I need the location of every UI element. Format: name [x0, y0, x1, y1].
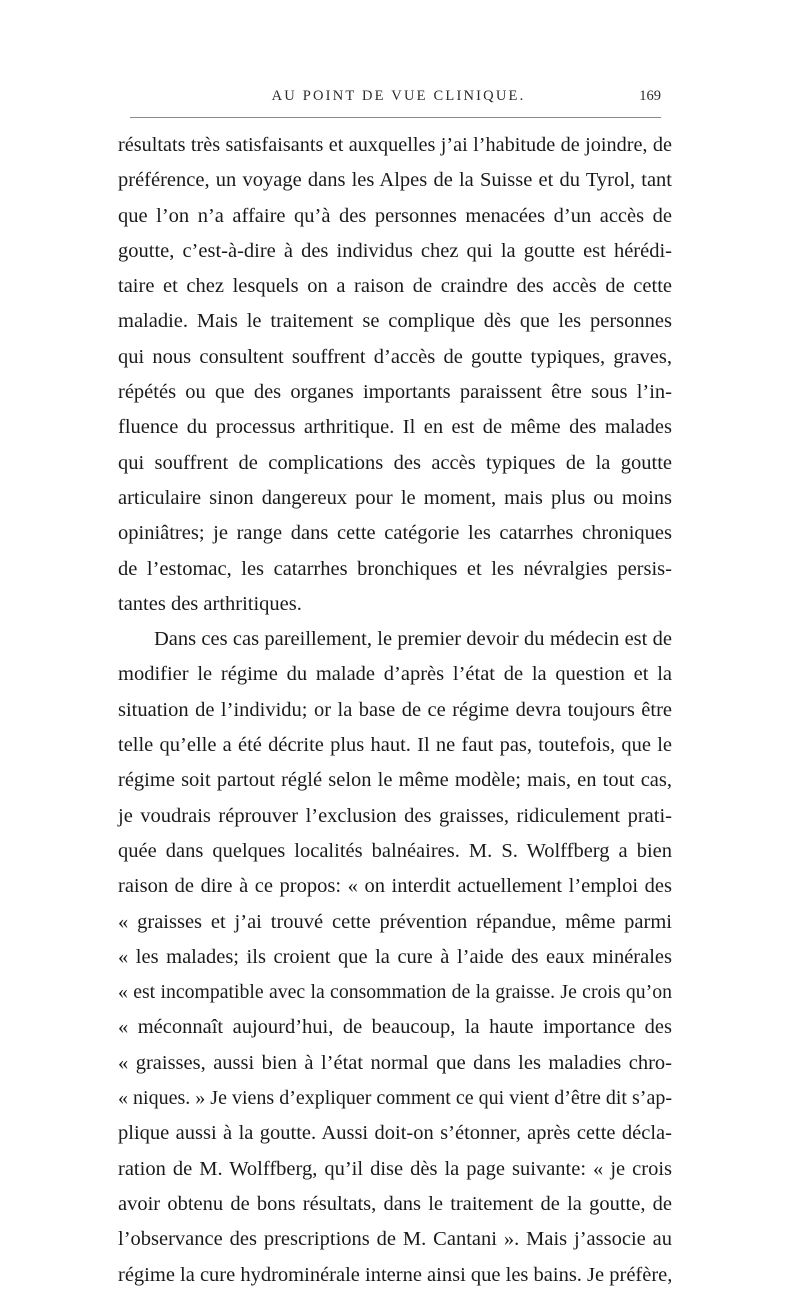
text-line: plique aussi à la goutte. Aussi doit-on s’étonner, après cette décla- — [118, 1122, 672, 1145]
text-line: modifier le régime du malade d’après l’état de la question et la — [118, 663, 672, 686]
text-line: situation de l’individu; or la base de ce régime devra toujours être — [118, 698, 672, 721]
text-line: opiniâtres; je range dans cette catégorie les catarrhes chroniques — [118, 522, 672, 545]
text-line: répétés ou que des organes importants paraissent être sous l’in- — [118, 381, 672, 404]
text-line: tantes des arthritiques. — [118, 592, 302, 615]
text-line: régime la cure hydrominérale interne ainsi que les bains. Je préfère, — [118, 1263, 673, 1286]
text-line: régime soit partout réglé selon le même modèle; mais, en tout cas, — [118, 769, 672, 792]
header-rule — [130, 117, 661, 118]
text-line: « niques. » Je viens d’expliquer comment ce qui vient d’être dit s’ap- — [118, 1087, 672, 1110]
text-line: « est incompatible avec la consommation de la graisse. Je crois qu’on — [118, 981, 672, 1004]
text-line: « graisses, aussi bien à l’état normal que dans les maladies chro- — [118, 1051, 672, 1074]
text-line: quée dans quelques localités balnéaires. M. S. Wolffberg a bien — [118, 839, 672, 862]
body-text — [118, 128, 672, 1293]
text-line: articulaire sinon dangereux pour le moment, mais plus ou moins — [118, 486, 672, 509]
text-line: je voudrais réprouver l’exclusion des graisses, ridiculement prati- — [118, 804, 672, 827]
text-line: qui souffrent de complications des accès typiques de la goutte — [118, 451, 672, 474]
text-line: fluence du processus arthritique. Il en est de même des malades — [118, 416, 672, 439]
running-head — [130, 88, 661, 112]
text-line: de l’estomac, les catarrhes bronchiques et les névralgies persis- — [118, 557, 672, 580]
text-line: taire et chez lesquels on a raison de craindre des accès de cette — [118, 275, 672, 298]
text-line: goutte, c’est-à-dire à des individus chez qui la goutte est hérédi- — [118, 239, 672, 262]
running-title: AU POINT DE VUE CLINIQUE. — [271, 88, 526, 104]
text-line: « méconnaît aujourd’hui, de beaucoup, la haute importance des — [118, 1016, 672, 1039]
text-line: qui nous consultent souffrent d’accès de goutte typiques, graves, — [118, 345, 672, 368]
text-line: « graisses et j’ai trouvé cette prévention répandue, même parmi — [118, 910, 672, 933]
text-line: telle qu’elle a été décrite plus haut. Il ne faut pas, toutefois, que le — [118, 734, 672, 757]
text-line: raison de dire à ce propos: « on interdit actuellement l’emploi des — [118, 875, 672, 898]
text-line: Dans ces cas pareillement, le premier devoir du médecin est de — [154, 628, 672, 651]
text-line: « les malades; ils croient que la cure à l’aide des eaux minérales — [118, 945, 672, 968]
text-line: ration de M. Wolffberg, qu’il dise dès la page suivante: « je crois — [118, 1157, 672, 1180]
text-line: préférence, un voyage dans les Alpes de la Suisse et du Tyrol, tant — [118, 169, 672, 192]
page-number: 169 — [639, 88, 661, 104]
text-line: avoir obtenu de bons résultats, dans le traitement de la goutte, de — [118, 1192, 672, 1215]
text-line: maladie. Mais le traitement se complique dès que les personnes — [118, 310, 672, 333]
text-line: que l’on n’a affaire qu’à des personnes menacées d’un accès de — [118, 204, 672, 227]
text-line: l’observance des prescriptions de M. Cantani ». Mais j’associe au — [118, 1228, 672, 1251]
text-line: résultats très satisfaisants et auxquelles j’ai l’habitude de joindre, de — [118, 134, 672, 156]
